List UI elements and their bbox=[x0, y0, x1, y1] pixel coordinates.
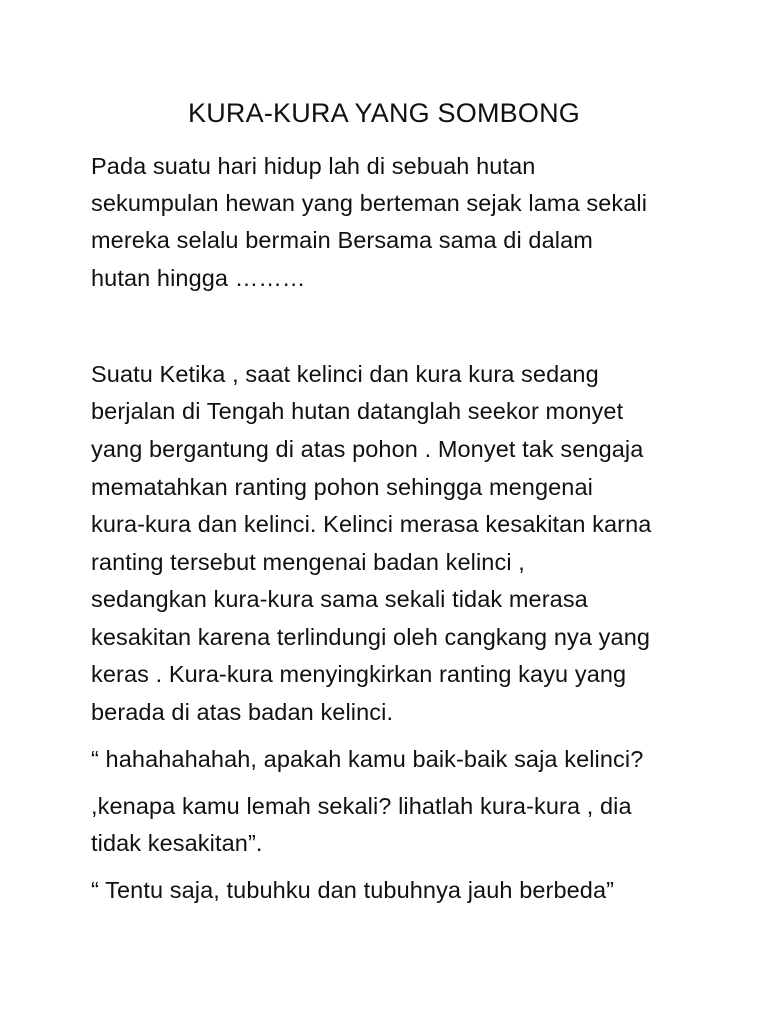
paragraph-2-line: mematahkan ranting pohon sehingga mengenai bbox=[91, 474, 593, 500]
paragraph-4-line: ,kenapa kamu lemah sekali? lihatlah kura-kura , dia bbox=[91, 793, 632, 819]
paragraph-2-line: sedangkan kura-kura sama sekali tidak merasa bbox=[91, 586, 588, 612]
paragraph-2-line: berjalan di Tengah hutan datanglah seekor monyet bbox=[91, 398, 624, 424]
paragraph-5-line: “ Tentu saja, tubuhku dan tubuhnya jauh berbeda” bbox=[91, 877, 615, 903]
paragraph-3-line: “ hahahahahah, apakah kamu baik-baik saja kelinci? bbox=[91, 746, 644, 772]
paragraph-2-line: ranting tersebut mengenai badan kelinci , bbox=[91, 549, 525, 575]
document-title: KURA-KURA YANG SOMBONG bbox=[188, 98, 580, 128]
paragraph-1-line: hutan hingga ……… bbox=[91, 265, 306, 291]
paragraph-2-line: kura-kura dan kelinci. Kelinci merasa kesakitan karna bbox=[91, 511, 652, 537]
paragraph-2-line: kesakitan karena terlindungi oleh cangkang nya yang bbox=[91, 624, 651, 650]
paragraph-1-line: sekumpulan hewan yang berteman sejak lama sekali bbox=[91, 190, 648, 216]
paragraph-2-line: keras . Kura-kura menyingkirkan ranting kayu yang bbox=[91, 661, 627, 687]
paragraph-4-line: tidak kesakitan”. bbox=[91, 830, 263, 856]
paragraph-2-line: berada di atas badan kelinci. bbox=[91, 699, 394, 725]
paragraph-1-line: Pada suatu hari hidup lah di sebuah hutan bbox=[91, 153, 536, 179]
paragraph-2-line: yang bergantung di atas pohon . Monyet tak sengaja bbox=[91, 436, 644, 462]
paragraph-1-line: mereka selalu bermain Bersama sama di dalam bbox=[91, 227, 593, 253]
paragraph-2-line: Suatu Ketika , saat kelinci dan kura kura sedang bbox=[91, 361, 599, 387]
